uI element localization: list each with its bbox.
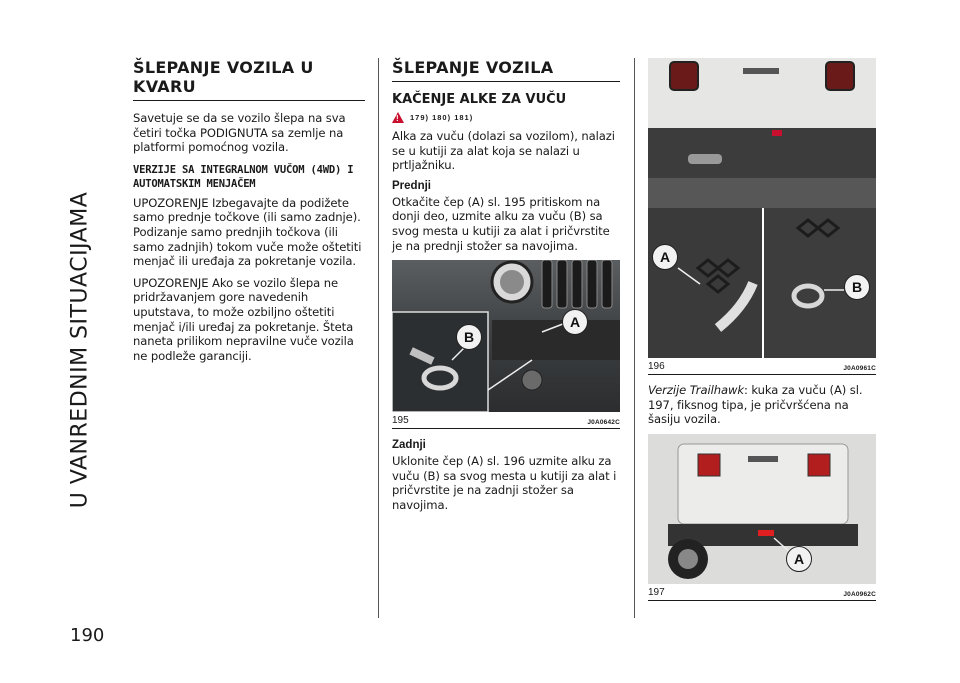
side-section-title: U VANREDNIM SITUACIJAMA	[67, 191, 93, 509]
callout-a: A	[562, 309, 588, 335]
figure-caption	[648, 361, 876, 375]
figure-number: 195	[392, 415, 409, 427]
photo-trailhawk-tow-hook	[648, 434, 876, 584]
photo-front-tow-hook	[392, 260, 620, 412]
warning-paragraph: UPOZORENJE Izbegavajte da podižete samo prednje točkove (ili samo zadnje). Podizanje samo prednjih točkova (ili samo zadnjih) tokom vuče može oštetiti menjač ili uređaja za pokretanje vozila.	[133, 195, 362, 269]
figure-197	[648, 434, 876, 601]
label-rear: Zadnji	[392, 439, 426, 452]
page-number: 190	[70, 625, 105, 646]
section-heading: ŠLEPANJE VOZILA	[392, 58, 620, 82]
figure-code: J0A0642C	[587, 419, 620, 427]
trailhawk-rear-illustration	[648, 434, 876, 584]
warning-references: 179) 180) 181)	[410, 113, 474, 122]
figure-195	[392, 260, 620, 429]
warning-reference-row	[392, 112, 620, 123]
figure-196	[648, 58, 876, 375]
subsection-heading: KAČENJE ALKE ZA VUČU	[392, 92, 567, 107]
warning-paragraph: UPOZORENJE Ako se vozilo šlepa ne pridržavanjem gore navedenih uputstava, to može ozbiljno oštetiti menjač i/ili uređaj za pokretanje. Šteta naneta prilikom nepravilne vuče vozila ne podleže garanciji.	[133, 275, 354, 363]
column-2	[392, 58, 620, 520]
column-1	[133, 58, 365, 370]
callout-a: A	[786, 546, 812, 572]
paragraph: Alka za vuču (dolazi sa vozilom), nalazi se u kutiji za alat koja se nalazi u prtljažniku.	[392, 129, 615, 173]
photo-rear-tow-hook	[648, 58, 876, 358]
column-divider	[378, 58, 379, 618]
paragraph: Savetuje se da se vozilo šlepa na sva četiri točka PODIGNUTA sa zemlje na platformi pomoćnog vozila.	[133, 111, 346, 155]
figure-caption	[648, 587, 876, 601]
front-bumper-illustration	[392, 260, 620, 412]
trailhawk-label: Verzije Trailhawk	[648, 383, 744, 397]
figure-number: 196	[648, 361, 665, 372]
callout-a: A	[652, 244, 678, 270]
section-heading: ŠLEPANJE VOZILA U KVARU	[133, 58, 365, 101]
label-front: Prednji	[392, 179, 431, 192]
callout-b: B	[456, 324, 482, 350]
figure-code: J0A0961C	[843, 365, 876, 372]
paragraph-trailhawk	[648, 383, 876, 427]
paragraph: Uklonite čep (A) sl. 196 uzmite alku za vuču (B) sa svog mesta u kutiji za alat i pričvrstite je na zadnji stožer sa navojima.	[392, 454, 617, 512]
figure-code: J0A0962C	[843, 590, 876, 598]
figure-caption	[392, 415, 620, 429]
warning-triangle-icon: !	[392, 112, 404, 123]
callout-b: B	[844, 274, 870, 300]
paragraph: Otkačite čep (A) sl. 195 pritiskom na donji deo, uzmite alku za vuču (B) sa svog mesta u kutiji za alat i pričvrstite je na prednji stožer sa navojima.	[392, 194, 610, 253]
figure-number: 197	[648, 586, 665, 598]
rear-bumper-illustration	[648, 58, 876, 358]
column-3	[648, 58, 876, 601]
column-divider	[634, 58, 635, 618]
trailhawk-text: : kuka za vuču (A) sl. 197, fiksnog tipa, je pričvršćena na šasiju vozila.	[648, 383, 863, 427]
subheading-4wd: VERZIJE SA INTEGRALNOM VUČOM (4WD) I AUTOMATSKIM MENJAČEM	[133, 163, 354, 190]
